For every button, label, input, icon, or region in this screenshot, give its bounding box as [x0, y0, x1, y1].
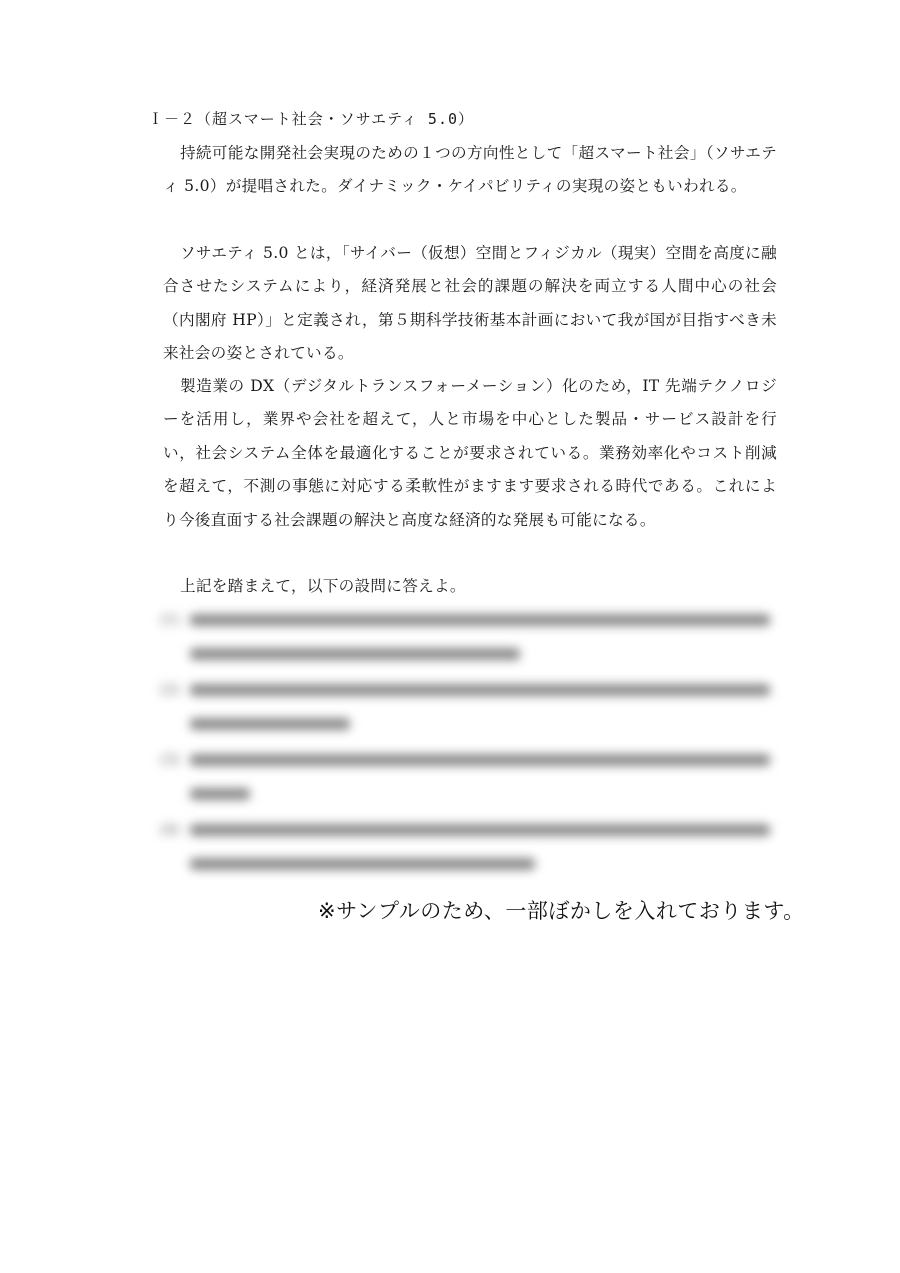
question-item: [160, 604, 780, 670]
blurred-text-line: [190, 718, 350, 730]
blurred-text-line: [190, 754, 770, 766]
blurred-questions: [160, 604, 780, 884]
blurred-text-line: [190, 788, 250, 800]
blurred-text-line: [190, 648, 520, 660]
question-number: (4): [160, 822, 180, 838]
blurred-text-line: [190, 684, 770, 696]
section-heading: Ｉ－２（超スマート社会・ソサエティ 5.0）: [148, 110, 475, 128]
blurred-text-line: [190, 858, 535, 870]
question-number: (1): [160, 612, 180, 628]
paragraph-manufacturing-dx: 製造業の DX（デジタルトランスフォーメーション）化のため，IT 先端テクノロジーを活用し，業界や会社を超えて，人と市場を中心とした製品・サービス設計を行い，社会システム全体を最適化することが要求されている。業務効率化やコスト削減を超えて，不測の事態に対応する柔軟性がますます要求される時代である。これにより今後直面する社会課題の解決と高度な経済的な発展も可能になる。: [163, 377, 777, 529]
sample-blur-notice: ※サンプルのため、一部ぼかしを入れております。: [318, 899, 805, 923]
blurred-text-line: [190, 614, 770, 626]
question-item: [160, 814, 780, 880]
blurred-text-line: [190, 824, 770, 836]
question-item: [160, 674, 780, 740]
question-item: [160, 744, 780, 810]
question-number: (2): [160, 682, 180, 698]
paragraph-instruction: 上記を踏まえて，以下の設問に答えよ。: [180, 577, 466, 595]
paragraph-definition: ソサエティ 5.0 とは，「サイバー（仮想）空間とフィジカル（現実）空間を高度に融合させたシステムにより，経済発展と社会的課題の解決を両立する人間中心の社会（内閣府 HP）」と定義され，第５期科学技術基本計画において我が国が目指すべき未来社会の姿とされている。: [163, 244, 777, 363]
paragraph-intro: 持続可能な開発社会実現のための１つの方向性として「超スマート社会」（ソサエティ 5.0）が提唱された。ダイナミック・ケイパビリティの実現の姿ともいわれる。: [163, 144, 777, 196]
question-number: (3): [160, 752, 180, 768]
